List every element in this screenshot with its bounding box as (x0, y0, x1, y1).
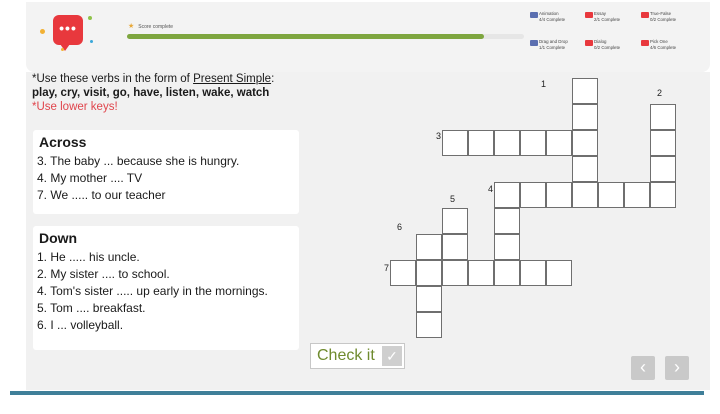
down-title: Down (39, 230, 78, 246)
check-it-label: Check it (317, 347, 375, 364)
trophy-icon: ★ (128, 23, 135, 30)
crossword-cell[interactable] (494, 208, 520, 234)
decorative-dot (61, 48, 64, 51)
checkmark-icon: ✓ (382, 346, 402, 366)
down-clue: 1. He ..... his uncle. (37, 250, 140, 264)
chat-bubble-icon: ••• (53, 15, 83, 45)
crossword-cell[interactable] (520, 130, 546, 156)
clue-number-1: 1 (540, 79, 546, 89)
crossword-cell[interactable] (468, 130, 494, 156)
decorative-dot (90, 40, 93, 43)
present-simple-label: Present Simple (193, 73, 272, 85)
crossword-cell[interactable] (468, 260, 494, 286)
lower-keys-note: *Use lower keys! (32, 101, 118, 113)
previous-button[interactable] (631, 356, 655, 380)
crossword-cell[interactable] (442, 260, 468, 286)
clue-number-3: 3 (435, 131, 441, 141)
across-clue: 3. The baby ... because she is hungry. (37, 154, 240, 168)
essay-icon (585, 12, 593, 18)
crossword-cell[interactable] (650, 130, 676, 156)
drag-drop-icon (530, 40, 538, 46)
across-clue: 4. My mother .... TV (37, 171, 143, 185)
score-progress-fill (127, 34, 484, 39)
chevron-right-icon: › (674, 357, 680, 377)
true-false-icon (641, 12, 649, 18)
next-button[interactable] (665, 356, 689, 380)
crossword-cell[interactable] (390, 260, 416, 286)
check-it-button[interactable] (310, 343, 405, 369)
crossword-cell[interactable] (494, 130, 520, 156)
crossword-cell[interactable] (416, 312, 442, 338)
pick-one-icon (641, 40, 649, 46)
bottom-bar (10, 391, 704, 395)
clue-number-5: 5 (449, 194, 455, 204)
decorative-dot (88, 16, 92, 20)
crossword-cell[interactable] (520, 260, 546, 286)
crossword-cell[interactable] (416, 234, 442, 260)
crossword-cell[interactable] (416, 286, 442, 312)
crossword-cell[interactable] (572, 130, 598, 156)
across-title: Across (39, 134, 87, 150)
crossword-cell[interactable] (572, 156, 598, 182)
instructions-line: *Use these verbs in the form of Present Simple: (32, 73, 275, 85)
down-clue: 5. Tom .... breakfast. (37, 301, 146, 315)
clue-number-7: 7 (383, 263, 389, 273)
crossword-cell[interactable] (650, 182, 676, 208)
score-progress-bar (127, 34, 524, 39)
instructions (32, 72, 302, 114)
crossword-cell[interactable] (494, 234, 520, 260)
crossword-cell[interactable] (520, 182, 546, 208)
dialog-icon (585, 40, 593, 46)
crossword-cell[interactable] (572, 78, 598, 104)
crossword-cell[interactable] (546, 260, 572, 286)
down-clue: 2. My sister .... to school. (37, 267, 170, 281)
crossword-cell[interactable] (546, 130, 572, 156)
crossword-cell[interactable] (494, 182, 520, 208)
stat-true-false: True-False 0/2 Complete (650, 11, 676, 22)
crossword-cell[interactable] (442, 208, 468, 234)
stat-animation: Animation 4/4 Complete (539, 11, 565, 22)
verb-list: play, cry, visit, go, have, listen, wake, watch (32, 87, 270, 99)
crossword-cell[interactable] (442, 130, 468, 156)
crossword-cell[interactable] (572, 104, 598, 130)
crossword-cell[interactable] (572, 182, 598, 208)
score-label: ★ Score complete (128, 23, 174, 30)
across-clue: 7. We ..... to our teacher (37, 188, 166, 202)
down-clue: 4. Tom's sister ..... up early in the mornings. (37, 284, 268, 298)
animation-icon (530, 12, 538, 18)
crossword-cell[interactable] (598, 182, 624, 208)
stat-pick-one: Pick One 4/6 Complete (650, 39, 676, 50)
clue-number-6: 6 (396, 222, 402, 232)
stat-essay: Essay 2/1 Complete (594, 11, 620, 22)
chevron-left-icon: ‹ (640, 357, 646, 377)
crossword-cell[interactable] (624, 182, 650, 208)
decorative-dot (40, 29, 45, 34)
down-clues-panel (33, 226, 299, 350)
crossword-cell[interactable] (650, 156, 676, 182)
crossword-cell[interactable] (650, 104, 676, 130)
stat-drag-drop: Drag and Drop 1/1 Complete (539, 39, 568, 50)
crossword-cell[interactable] (546, 182, 572, 208)
clue-number-4: 4 (487, 184, 493, 194)
crossword-cell[interactable] (416, 260, 442, 286)
down-clue: 6. I ... volleyball. (37, 318, 124, 332)
crossword-cell[interactable] (442, 234, 468, 260)
crossword-cell[interactable] (494, 260, 520, 286)
across-clues-panel (33, 130, 299, 214)
clue-number-2: 2 (656, 88, 662, 98)
stat-dialog: Dialog 0/2 Complete (594, 39, 620, 50)
